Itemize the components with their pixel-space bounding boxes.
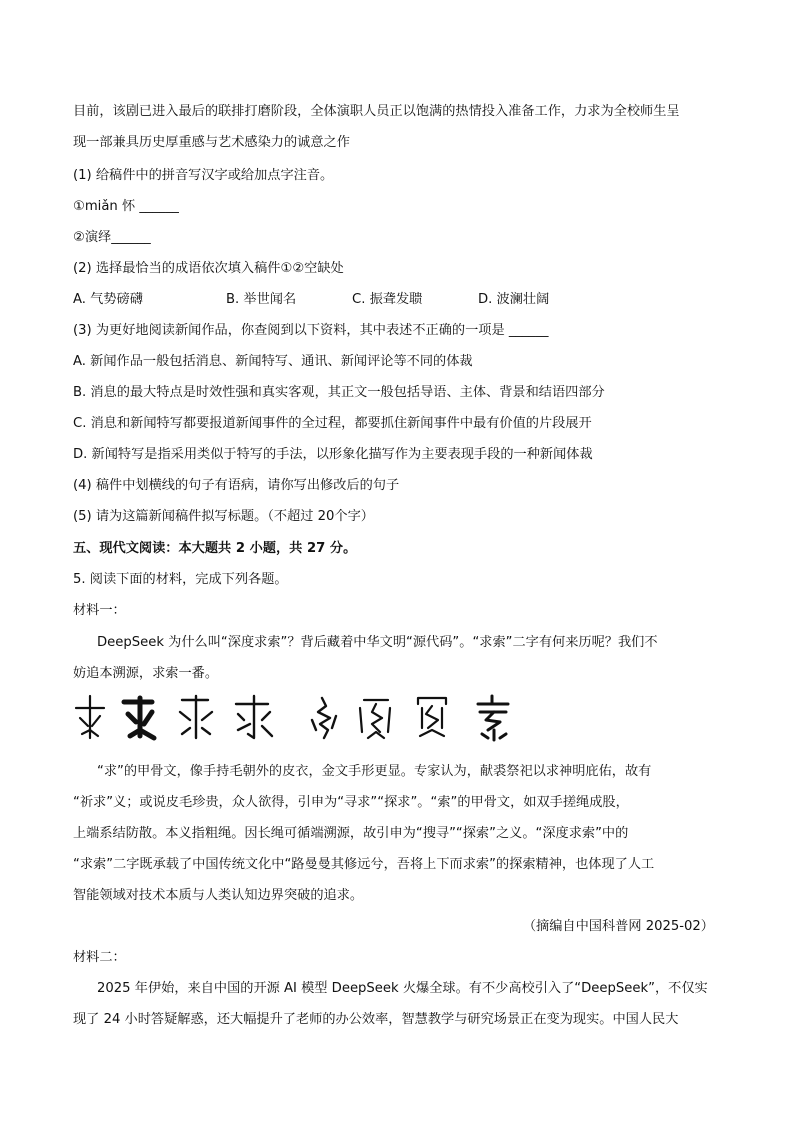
question-2: (2) 选择最恰当的成语依次填入稿件①②空缺处 (73, 261, 344, 276)
question-3-option-c: C. 消息和新闻特写都要报道新闻事件的全过程，都要抓住新闻事件中最有价值的片段展开 (73, 416, 592, 431)
material-1-para-2-line-5: 智能领域对技术本质与人类认知边界突破的追求。 (73, 888, 364, 903)
question-1: (1) 给稿件中的拼音写汉字或给加点字注音。 (73, 168, 334, 183)
ancient-script-glyphs-image (68, 690, 538, 746)
question-5: (5) 请为这篇新闻稿件拟写标题。（不超过 20个字） (73, 509, 374, 524)
suo-bronze-glyph (360, 700, 390, 738)
qiu-bronze-glyph (124, 698, 154, 738)
question-1-item-b: ②演绎______ (73, 230, 151, 245)
material-1-para-2-line-4: “求索”二字既承载了中国传统文化中“路曼曼其修远兮，吾将上下而求索”的探索精神，也体现了人工 (73, 857, 655, 872)
question-3: (3) 为更好地阅读新闻作品，你查阅到以下资料，其中表述不正确的一项是 ______ (73, 323, 549, 338)
intro-line-2: 现一部兼具历史厚重感与艺术感染力的诚意之作 (73, 135, 350, 150)
material-1-para-2-line-3: 上端系结防散。本义指粗绳。因长绳可循端溯源，故引申为“搜寻”“探索”之义。“深度求索”中的 (73, 826, 629, 841)
question-2-option-c: C. 振聋发聩 (352, 292, 423, 307)
material-1-para-1-line-1: DeepSeek 为什么叫“深度求索”？背后藏着中华文明“源代码”。“求索”二字有何来历呢？我们不 (97, 635, 658, 650)
material-1-para-2-line-1: “求”的甲骨文，像手持毛朝外的皮衣，金文手形更显。专家认为，献裘祭祀以求神明庇佑，故有 (97, 764, 652, 779)
material-2-title: 材料二： (73, 950, 126, 965)
suo-oracle-glyph (312, 698, 336, 738)
material-1-title: 材料一： (73, 603, 126, 618)
intro-line-1: 目前，该剧已进入最后的联排打磨阶段，全体演职人员正以饱满的热情投入准备工作，力求为全校师生呈 (73, 104, 680, 119)
reading-intro: 5. 阅读下面的材料，完成下列各题。 (73, 572, 288, 587)
material-2-line-1: 2025 年伊始，来自中国的开源 AI 模型 DeepSeek 火爆全球。有不少高校引入了“DeepSeek”，不仅实 (97, 981, 708, 996)
material-1-source: （摘编自中国科普网 2025-02） (522, 919, 714, 934)
question-2-option-b: B. 举世闻名 (226, 292, 297, 307)
qiu-clerical-glyph (236, 696, 272, 738)
question-4: (4) 稿件中划横线的句子有语病，请你写出修改后的句子 (73, 478, 400, 493)
suo-seal-glyph (418, 698, 446, 736)
suo-regular-glyph (478, 696, 508, 740)
question-2-option-a: A. 气势磅礴 (73, 292, 143, 307)
material-1-para-2-line-2: “祈求”义；或说皮毛珍贵，众人欲得，引申为“寻求”“探求”。“索”的甲骨文，如双手搓绳成股， (73, 795, 629, 810)
material-2-line-2: 现了 24 小时答疑解惑，还大幅提升了老师的办公效率，智慧教学与研究场景正在变为现实。中国人民大 (73, 1012, 679, 1027)
section-heading: 五、现代文阅读：本大题共 2 小题，共 27 分。 (73, 541, 357, 556)
qiu-seal-glyph (180, 696, 212, 738)
question-1-item-a: ①miǎn 怀 ______ (73, 199, 179, 214)
question-3-option-d: D. 新闻特写是指采用类似于特写的手法，以形象化描写作为主要表现手段的一种新闻体裁 (73, 447, 593, 462)
question-3-option-b: B. 消息的最大特点是时效性强和真实客观，其正文一般包括导语、主体、背景和结语四部分 (73, 385, 605, 400)
question-2-option-d: D. 波澜壮阔 (478, 292, 550, 307)
material-1-para-1-line-2: 妨追本溯源，求索一番。 (73, 666, 219, 681)
question-3-option-a: A. 新闻作品一般包括消息、新闻特写、通讯、新闻评论等不同的体裁 (73, 354, 473, 369)
qiu-oracle-glyph-1 (76, 696, 104, 738)
